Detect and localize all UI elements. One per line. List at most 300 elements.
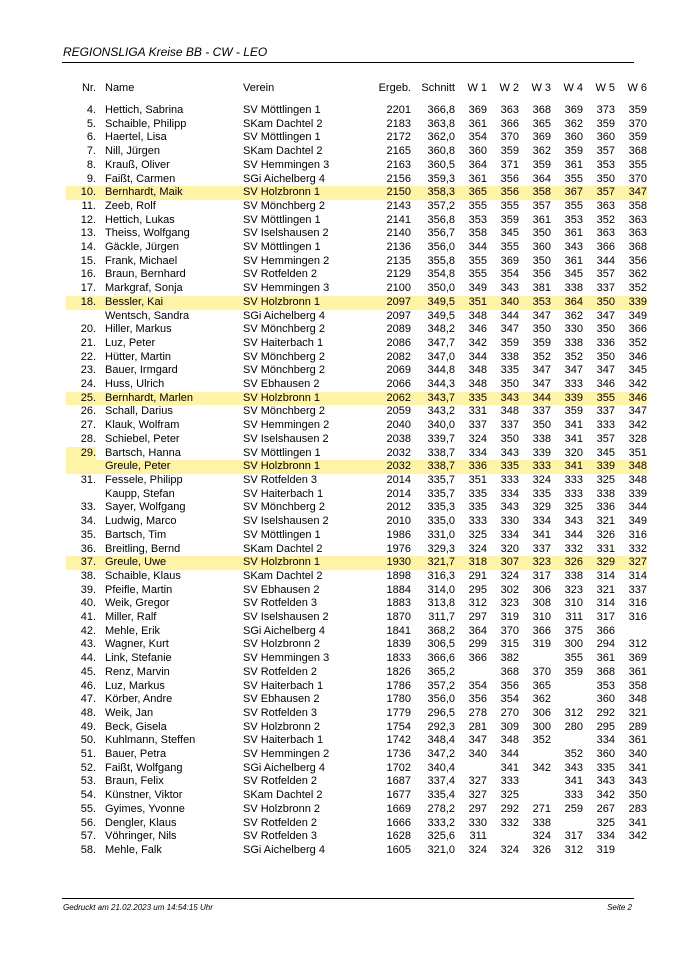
table-row: [66, 159, 647, 173]
cell-w2: 333: [500, 775, 519, 788]
cell-w1: 354: [468, 131, 487, 144]
cell-w6: 344: [628, 501, 647, 514]
cell-w3: 350: [532, 227, 551, 240]
cell-w5: 333: [596, 419, 615, 432]
cell-w1: 311: [469, 830, 487, 843]
cell-w2: [487, 830, 519, 844]
cell-w3: 324: [532, 830, 551, 843]
cell-ergebnis: 1687: [386, 775, 411, 788]
cell-nr: 43.: [80, 638, 96, 651]
cell-w6: 358: [628, 679, 647, 692]
cell-nr: 18.: [66, 296, 96, 310]
cell-name: Markgraf, Sonja: [105, 282, 183, 295]
cell-name: Braun, Bernhard: [105, 268, 186, 281]
cell-verein: SV Mönchberg 2: [243, 405, 325, 418]
table-row: [66, 433, 647, 447]
cell-w1: 356: [468, 693, 487, 706]
cell-w3: [519, 748, 551, 762]
cell-w6: 349: [628, 515, 647, 528]
cell-w5: 360: [596, 693, 615, 706]
cell-nr: [66, 310, 96, 324]
cell-schnitt: 348,2: [427, 323, 455, 336]
cell-w1: 361: [468, 172, 487, 185]
cell-name: Faißt, Wolfgang: [105, 761, 183, 774]
cell-w5: 363: [596, 199, 615, 212]
cell-w4: 312: [564, 843, 583, 856]
cell-w6: 369: [628, 652, 647, 665]
cell-w3: 357: [532, 199, 551, 212]
table-row: [66, 515, 647, 529]
cell-ergebnis: 1742: [386, 734, 411, 747]
cell-w4: [551, 693, 583, 707]
cell-w6: 316: [628, 528, 647, 541]
cell-w4: 367: [551, 186, 583, 200]
cell-w1: 324: [468, 542, 487, 555]
cell-w4: 362: [564, 117, 583, 130]
cell-nr: 47.: [80, 693, 96, 706]
cell-schnitt: 349,5: [411, 296, 455, 310]
cell-schnitt: 325,6: [427, 830, 455, 843]
cell-w2: 347: [500, 323, 519, 336]
cell-nr: 58.: [80, 843, 96, 856]
cell-w4: 355: [564, 199, 583, 212]
cell-schnitt: 356,8: [427, 213, 455, 226]
cell-schnitt: 335,3: [427, 501, 455, 514]
cell-w1: 331: [468, 405, 487, 418]
cell-name: Pfeifle, Martin: [105, 583, 173, 596]
cell-w2: 335: [500, 364, 519, 377]
cell-w1: 369: [468, 104, 487, 116]
cell-ergebnis: 2100: [386, 282, 411, 295]
cell-w3: 310: [532, 611, 551, 624]
cell-w4: 362: [564, 309, 583, 322]
cell-w3: 306: [532, 706, 551, 719]
cell-w4: 352: [564, 350, 583, 363]
table-row: [66, 597, 647, 611]
cell-ergebnis: 2143: [386, 199, 411, 212]
cell-w4: 345: [564, 268, 583, 281]
cell-ergebnis: 2165: [386, 145, 411, 158]
cell-w3: 347: [532, 378, 551, 391]
cell-w2: 350: [500, 432, 519, 445]
cell-w4: 343: [564, 515, 583, 528]
cell-nr: 52.: [80, 761, 96, 774]
cell-w4: 343: [564, 241, 583, 254]
table-row: [66, 173, 647, 187]
cell-verein: SV Holzbronn 2: [243, 720, 321, 733]
cell-w3: [519, 775, 551, 789]
cell-w4: 333: [564, 789, 583, 802]
cell-w5: 368: [596, 665, 615, 678]
cell-verein: SGi Aichelberg 4: [243, 761, 325, 774]
cell-w4: 333: [564, 378, 583, 391]
cell-w4: 338: [564, 282, 583, 295]
cell-w2: 348: [500, 734, 519, 747]
cell-w5: 294: [596, 638, 615, 651]
cell-w2: 359: [500, 213, 519, 226]
cell-w2: 319: [500, 611, 519, 624]
cell-verein: SV Haiterbach 1: [243, 487, 324, 500]
cell-verein: SV Holzbronn 2: [243, 638, 321, 651]
cell-w4: 352: [564, 748, 583, 761]
cell-w3: 337: [532, 542, 551, 555]
cell-schnitt: 338,7: [427, 446, 455, 459]
cell-w6: 348: [615, 460, 647, 474]
cell-w5: 321: [596, 583, 615, 596]
table-row: [66, 734, 647, 748]
cell-w1: 312: [468, 597, 487, 610]
cell-w2: 359: [500, 145, 519, 158]
cell-ergebnis: 2163: [386, 158, 411, 171]
table-row: [66, 131, 647, 145]
cell-schnitt: 321,0: [427, 843, 455, 856]
cell-w4: 341: [551, 460, 583, 474]
cell-name: Mehle, Erik: [105, 624, 161, 637]
cell-w4: [551, 817, 583, 831]
cell-w3: 359: [532, 158, 551, 171]
cell-schnitt: 347,7: [427, 336, 455, 349]
cell-verein: SV Iselshausen 2: [243, 432, 329, 445]
cell-verein: SV Holzbronn 2: [243, 802, 321, 815]
table-row: [66, 584, 647, 598]
cell-ergebnis: 2201: [386, 104, 411, 116]
table-row: [66, 721, 647, 735]
table-row: [66, 611, 647, 625]
cell-name: Hettich, Sabrina: [105, 104, 184, 116]
cell-verein: SV Möttlingen 1: [243, 213, 321, 226]
cell-w2: 344: [500, 748, 519, 761]
cell-verein: SV Hemmingen 3: [243, 158, 330, 171]
cell-w5: 336: [596, 501, 615, 514]
cell-w2: 320: [500, 542, 519, 555]
cell-w3: 347: [532, 309, 551, 322]
cell-ergebnis: 1666: [386, 816, 411, 829]
cell-w1: 351: [468, 473, 487, 486]
cell-verein: SV Hemmingen 2: [243, 748, 330, 761]
cell-ergebnis: 2038: [386, 432, 411, 445]
cell-w1: 347: [468, 734, 487, 747]
cell-w4: 326: [551, 556, 583, 570]
cell-w6: 362: [628, 268, 647, 281]
cell-w4: 280: [564, 720, 583, 733]
cell-w1: 324: [468, 432, 487, 445]
cell-w5: 331: [596, 542, 615, 555]
cell-w5: 357: [596, 145, 615, 158]
cell-w5: 329: [583, 556, 615, 570]
cell-verein: SV Möttlingen 1: [243, 528, 321, 541]
cell-nr: 51.: [80, 748, 96, 761]
cell-schnitt: 306,5: [427, 638, 455, 651]
cell-w1: 355: [468, 268, 487, 281]
cell-schnitt: 350,0: [427, 282, 455, 295]
cell-w2: 333: [500, 473, 519, 486]
cell-schnitt: 343,7: [411, 392, 455, 406]
cell-w5: 292: [596, 706, 615, 719]
cell-ergebnis: 1780: [386, 693, 411, 706]
cell-schnitt: 362,0: [427, 131, 455, 144]
cell-ergebnis: 2032: [386, 446, 411, 459]
cell-nr: 31.: [80, 473, 96, 486]
cell-verein: SV Iselshausen 2: [243, 611, 329, 624]
cell-w5: 353: [596, 158, 615, 171]
cell-w4: [551, 734, 583, 748]
cell-verein: SV Rotfelden 3: [243, 706, 317, 719]
cell-w3: 350: [532, 254, 551, 267]
cell-w1: 344: [468, 241, 487, 254]
cell-w1: 361: [468, 117, 487, 130]
cell-w4: 359: [564, 665, 583, 678]
cell-w3: 306: [532, 583, 551, 596]
cell-w6: 352: [628, 336, 647, 349]
cell-w1: [455, 762, 487, 776]
cell-verein: SV Rotfelden 3: [243, 597, 317, 610]
cell-ergebnis: 2172: [386, 131, 411, 144]
cell-w2: 363: [500, 104, 519, 116]
cell-w5: 366: [596, 241, 615, 254]
col-header-ergebnis: Ergeb.: [378, 82, 411, 94]
cell-w2: 292: [500, 802, 519, 815]
cell-w2: 368: [500, 665, 519, 678]
cell-w1: 353: [468, 213, 487, 226]
cell-w6: 358: [628, 199, 647, 212]
cell-schnitt: 356,7: [427, 227, 455, 240]
cell-ergebnis: 2135: [386, 254, 411, 267]
cell-nr: 24.: [80, 378, 96, 391]
cell-ergebnis: 2014: [386, 487, 411, 500]
cell-w2: 332: [500, 816, 519, 829]
cell-ergebnis: 1605: [386, 843, 411, 856]
cell-schnitt: 360,8: [427, 145, 455, 158]
cell-w5: 334: [596, 830, 615, 843]
cell-ergebnis: 1884: [386, 583, 411, 596]
cell-name: Krauß, Oliver: [105, 158, 170, 171]
col-header-w3: W 3: [531, 82, 551, 94]
cell-w3: 362: [532, 693, 551, 706]
cell-w1: 336: [455, 460, 487, 474]
cell-w6: 341: [628, 761, 647, 774]
cell-w5: 355: [583, 392, 615, 406]
cell-schnitt: 356,0: [427, 693, 455, 706]
cell-name: Luz, Markus: [105, 679, 165, 692]
cell-schnitt: 314,0: [427, 583, 455, 596]
cell-w2: 366: [500, 117, 519, 130]
cell-schnitt: 340,0: [427, 419, 455, 432]
cell-w5: 334: [596, 734, 615, 747]
cell-w6: 370: [628, 172, 647, 185]
cell-verein: SKam Dachtel 2: [243, 145, 323, 158]
cell-name: Haertel, Lisa: [105, 131, 167, 144]
cell-w4: 310: [564, 597, 583, 610]
cell-w6: 347: [615, 186, 647, 200]
cell-verein: SV Möttlingen 1: [243, 241, 321, 254]
cell-w3: 339: [532, 446, 551, 459]
cell-ergebnis: 2150: [371, 186, 411, 200]
cell-w1: 355: [468, 254, 487, 267]
cell-name: Bauer, Irmgard: [105, 364, 178, 377]
cell-name: Sayer, Wolfgang: [105, 501, 186, 514]
cell-w3: 344: [519, 392, 551, 406]
cell-schnitt: 335,0: [427, 515, 455, 528]
table-row: [66, 803, 647, 817]
cell-w6: 349: [628, 309, 647, 322]
cell-w6: 345: [628, 364, 647, 377]
cell-nr: 23.: [80, 364, 96, 377]
cell-w1: 324: [468, 843, 487, 856]
cell-w4: 332: [564, 542, 583, 555]
cell-w3: 329: [532, 501, 551, 514]
cell-ergebnis: 1833: [386, 652, 411, 665]
cell-w5: 337: [596, 405, 615, 418]
cell-ergebnis: 1786: [386, 679, 411, 692]
cell-ergebnis: 2089: [386, 323, 411, 336]
cell-w3: 338: [532, 432, 551, 445]
cell-name: Klauk, Wolfram: [105, 419, 180, 432]
cell-w4: 359: [564, 145, 583, 158]
cell-ergebnis: 2183: [386, 117, 411, 130]
cell-name: Wagner, Kurt: [105, 638, 169, 651]
cell-w6: 351: [628, 446, 647, 459]
cell-verein: SV Iselshausen 2: [243, 227, 329, 240]
cell-name: Theiss, Wolfgang: [105, 227, 190, 240]
cell-w4: 341: [564, 432, 583, 445]
cell-ergebnis: 2010: [386, 515, 411, 528]
cell-nr: 9.: [86, 172, 96, 185]
cell-w2: 350: [500, 378, 519, 391]
page-number: Seite 2: [607, 903, 632, 912]
cell-verein: SV Ebhausen 2: [243, 693, 320, 706]
cell-w1: 330: [468, 816, 487, 829]
cell-nr: 56.: [80, 816, 96, 829]
cell-w6: 366: [628, 323, 647, 336]
cell-ergebnis: 2012: [386, 501, 411, 514]
cell-w6: 348: [628, 693, 647, 706]
cell-w6: 359: [628, 104, 647, 116]
cell-w5: 346: [596, 378, 615, 391]
cell-ergebnis: 2059: [386, 405, 411, 418]
cell-w6: 368: [628, 241, 647, 254]
cell-verein: SV Hemmingen 3: [243, 652, 330, 665]
cell-w5: 359: [596, 117, 615, 130]
cell-w6: 289: [628, 720, 647, 733]
cell-schnitt: 335,7: [427, 487, 455, 500]
cell-ergebnis: 2040: [386, 419, 411, 432]
cell-w5: 361: [596, 652, 615, 665]
cell-w1: 348: [468, 364, 487, 377]
cell-w1: 278: [468, 706, 487, 719]
cell-name: Gyimes, Yvonne: [105, 802, 185, 815]
cell-w5: 366: [596, 624, 615, 637]
table-row: [66, 296, 647, 310]
cell-name: Zeeb, Rolf: [105, 199, 156, 212]
cell-w6: 346: [628, 350, 647, 363]
cell-w1: 346: [468, 323, 487, 336]
cell-name: Künstner, Viktor: [105, 789, 183, 802]
cell-schnitt: 347,0: [427, 350, 455, 363]
cell-verein: SV Rotfelden 2: [243, 665, 317, 678]
cell-schnitt: 329,3: [427, 542, 455, 555]
cell-ergebnis: 1826: [386, 665, 411, 678]
table-row: [66, 447, 647, 461]
cell-schnitt: 368,2: [427, 624, 455, 637]
cell-schnitt: 365,2: [427, 665, 455, 678]
table-row: [66, 337, 647, 351]
cell-w4: 343: [564, 761, 583, 774]
cell-w4: 312: [564, 706, 583, 719]
cell-schnitt: 292,3: [427, 720, 455, 733]
cell-w3: 356: [532, 268, 551, 281]
cell-ergebnis: 2136: [386, 241, 411, 254]
cell-name: Weik, Gregor: [105, 597, 170, 610]
cell-schnitt: 344,3: [427, 378, 455, 391]
cell-name: Fessele, Philipp: [105, 473, 183, 486]
cell-nr: 7.: [86, 145, 96, 158]
table-row: [66, 666, 647, 680]
cell-name: Huss, Ulrich: [105, 378, 165, 391]
cell-w3: 352: [532, 350, 551, 363]
cell-w4: 317: [564, 830, 583, 843]
cell-verein: SV Rotfelden 2: [243, 775, 317, 788]
cell-nr: 13.: [80, 227, 96, 240]
table-row: [66, 707, 647, 721]
cell-w6: 363: [628, 213, 647, 226]
cell-schnitt: 359,3: [427, 172, 455, 185]
cell-w6: 343: [628, 775, 647, 788]
cell-ergebnis: 1669: [386, 802, 411, 815]
cell-w3: 353: [519, 296, 551, 310]
cell-name: Faißt, Carmen: [105, 172, 176, 185]
cell-verein: SV Ebhausen 2: [243, 378, 320, 391]
cell-schnitt: 366,8: [427, 104, 455, 116]
cell-w5: 357: [596, 432, 615, 445]
table-row: [66, 392, 647, 406]
cell-w5: 342: [596, 789, 615, 802]
cell-w2: 356: [500, 172, 519, 185]
cell-ergebnis: 2097: [386, 309, 411, 322]
cell-ergebnis: 2141: [386, 213, 411, 226]
cell-w3: 324: [532, 473, 551, 486]
cell-nr: 57.: [80, 830, 96, 843]
cell-ergebnis: 2140: [386, 227, 411, 240]
cell-nr: 33.: [80, 501, 96, 514]
cell-w2: 382: [500, 652, 519, 665]
cell-w5: 350: [596, 323, 615, 336]
cell-schnitt: 363,8: [427, 117, 455, 130]
cell-w2: 356: [487, 186, 519, 200]
cell-w1: 335: [468, 501, 487, 514]
cell-w6: 363: [628, 227, 647, 240]
table-row: [66, 145, 647, 159]
col-header-name: Name: [105, 82, 135, 94]
cell-ergebnis: 2014: [386, 473, 411, 486]
cell-schnitt: 335,7: [427, 473, 455, 486]
cell-w1: 337: [468, 419, 487, 432]
cell-w6: 340: [628, 748, 647, 761]
cell-w6: 283: [628, 802, 647, 815]
cell-w5: 360: [596, 748, 615, 761]
cell-w1: 340: [468, 748, 487, 761]
cell-name: Bernhardt, Maik: [96, 186, 243, 200]
table-row: [66, 378, 647, 392]
cell-verein: SV Mönchberg 2: [243, 501, 325, 514]
cell-w2: 324: [500, 843, 519, 856]
cell-w1: 360: [468, 145, 487, 158]
cell-schnitt: 337,4: [427, 775, 455, 788]
table-row: [66, 680, 647, 694]
cell-w3: 365: [532, 117, 551, 130]
cell-w6: 316: [628, 597, 647, 610]
cell-w1: 358: [468, 227, 487, 240]
cell-w1: 348: [468, 378, 487, 391]
